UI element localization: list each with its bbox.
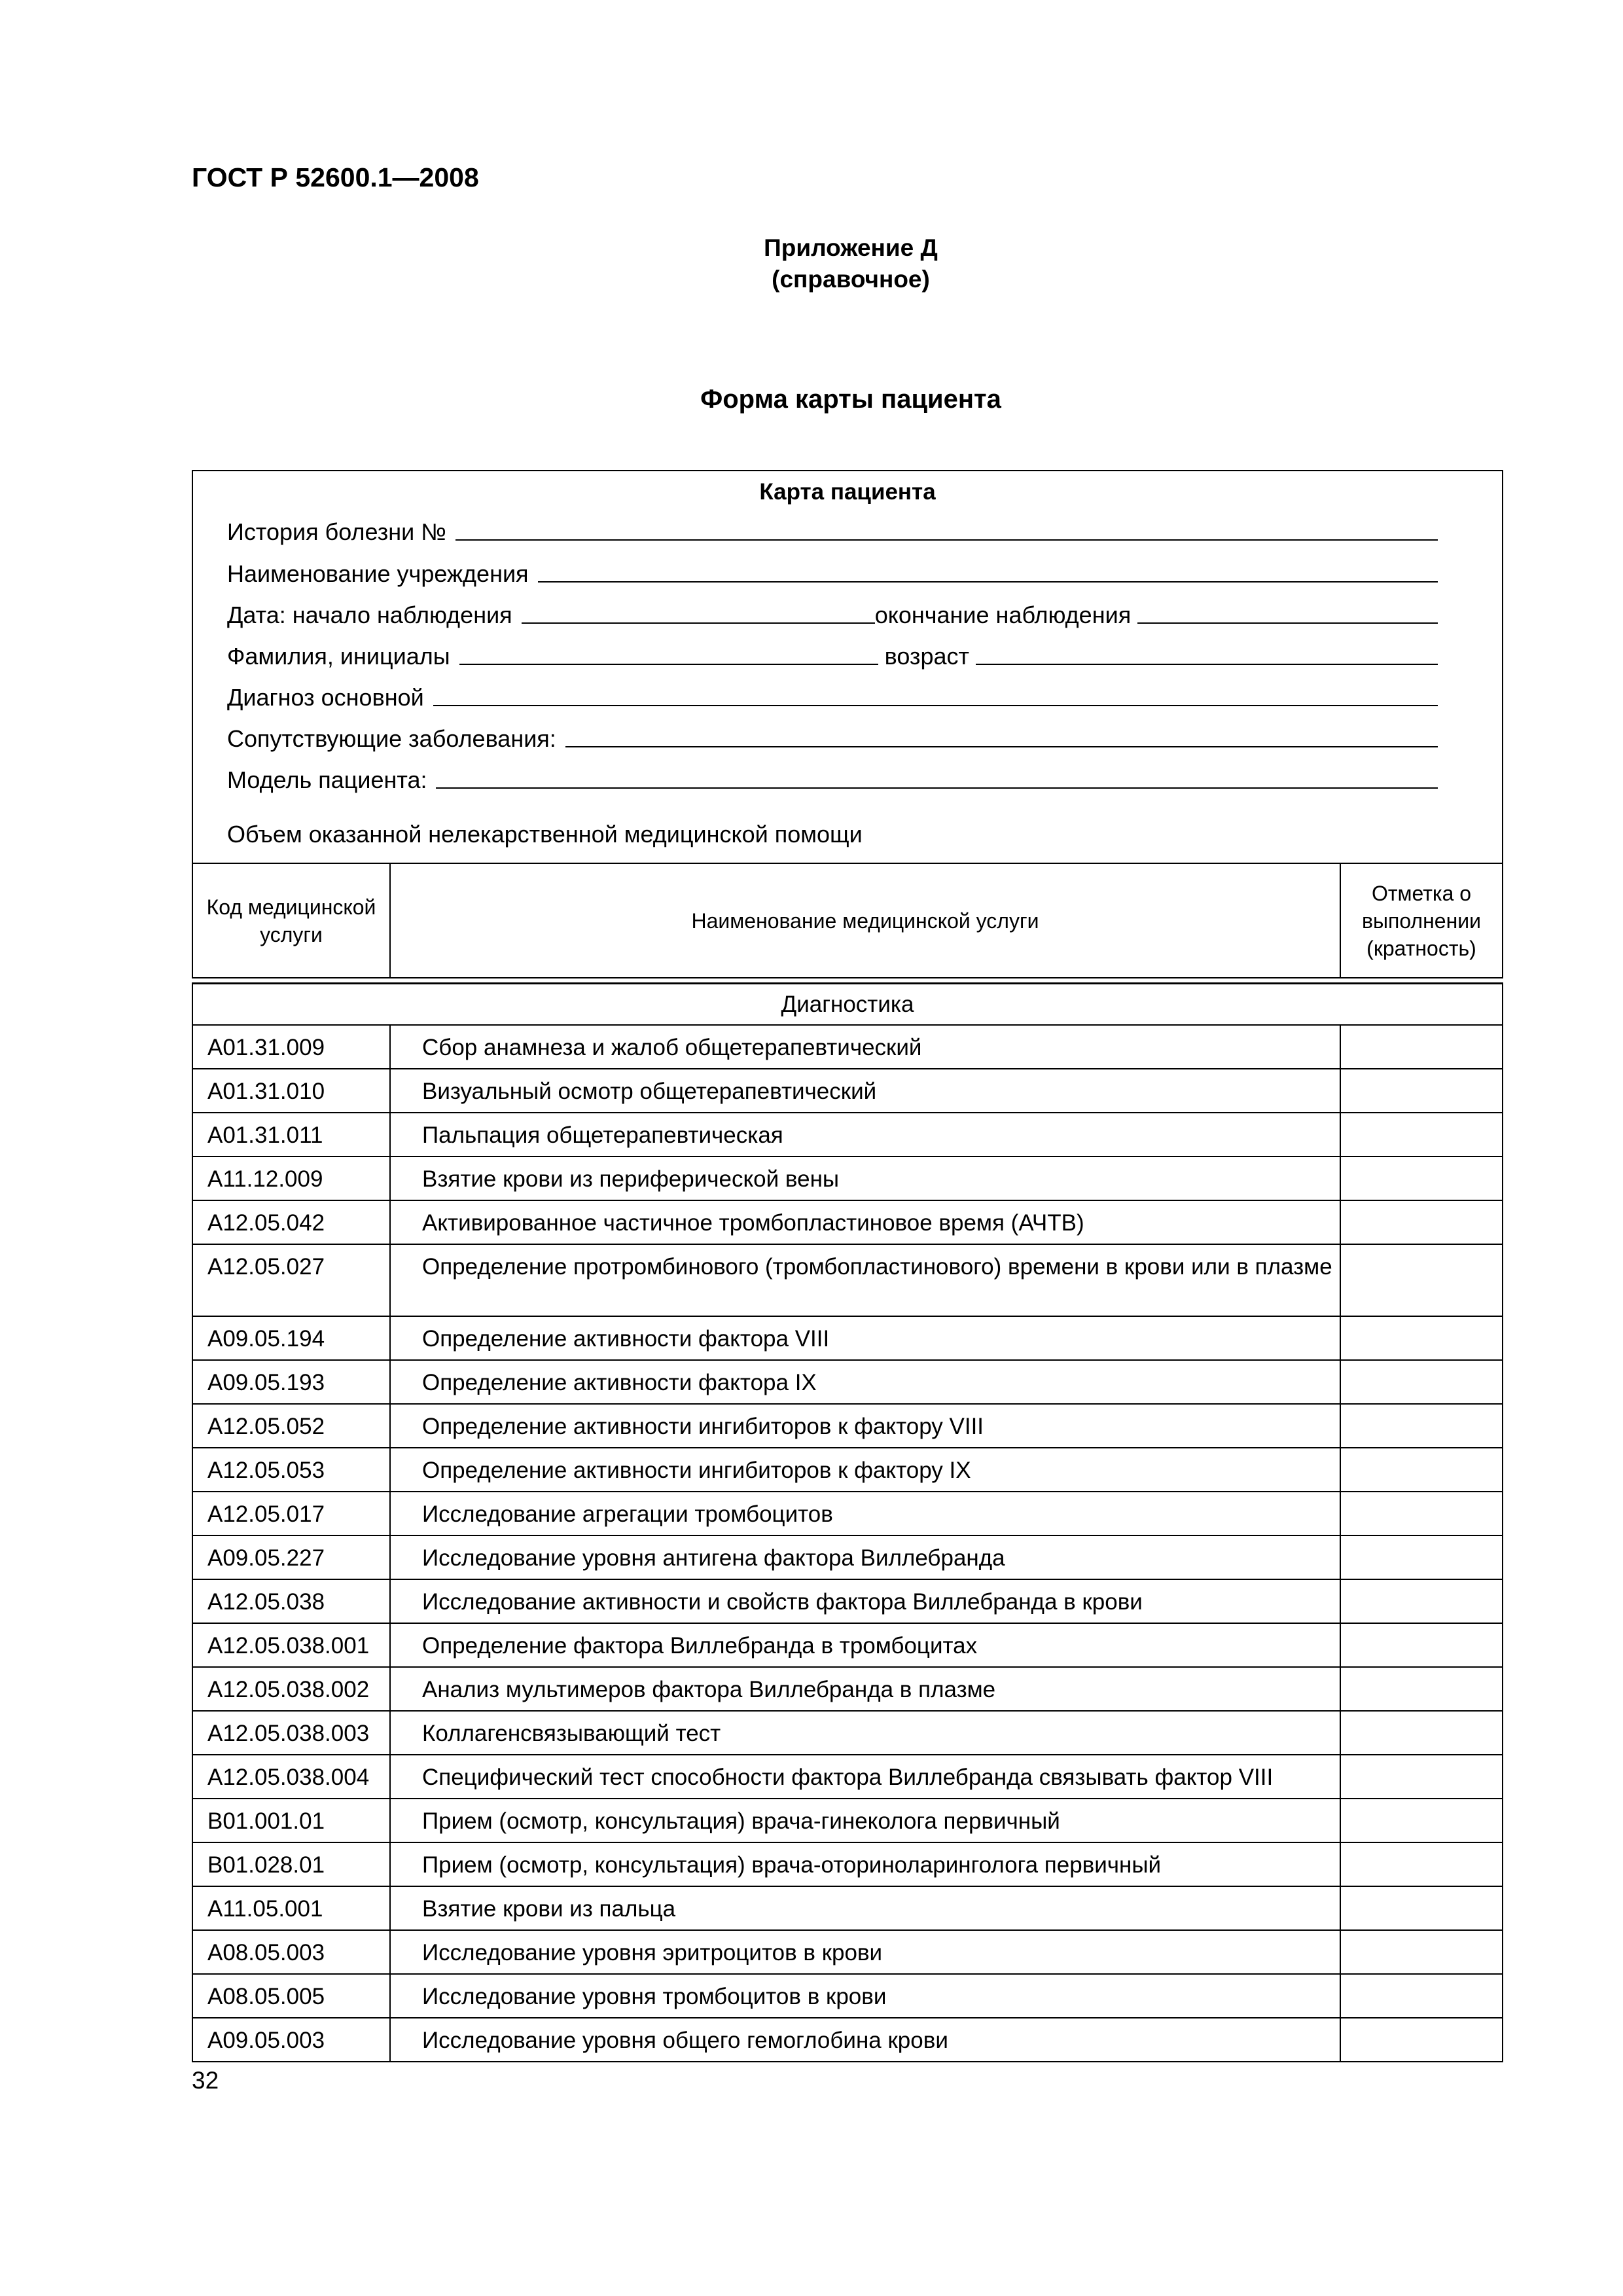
date-end-label: окончание наблюдения (874, 601, 1132, 628)
service-code: A01.31.010 (193, 1069, 391, 1112)
table-row (193, 1712, 1502, 1755)
completion-mark-cell[interactable] (1341, 1157, 1502, 1200)
history-label: История болезни № (227, 518, 446, 545)
history-field[interactable] (455, 538, 1438, 541)
service-name: Активированное частичное тромбопластиновое время (АЧТВ) (391, 1201, 1341, 1244)
service-code: A12.05.038.002 (193, 1668, 391, 1710)
service-name: Определение протромбинового (тромбопластинового) времени в крови или в плазме (391, 1245, 1341, 1316)
dates-line (227, 599, 1438, 629)
service-name: Прием (осмотр, консультация) врача-оториноларинголога первичный (391, 1843, 1341, 1886)
completion-mark-cell[interactable] (1341, 1799, 1502, 1842)
service-code: A12.05.038.004 (193, 1755, 391, 1798)
completion-mark-cell[interactable] (1341, 1668, 1502, 1710)
table-row (193, 1668, 1502, 1712)
service-code: A09.05.193 (193, 1361, 391, 1403)
service-code: A12.05.017 (193, 1492, 391, 1535)
service-code: A09.05.003 (193, 2018, 391, 2061)
service-name: Определение активности фактора VIII (391, 1317, 1341, 1359)
completion-mark-cell[interactable] (1341, 1026, 1502, 1068)
table-row (193, 1931, 1502, 1975)
model-label: Модель пациента: (227, 766, 427, 793)
comorbid-field[interactable] (565, 745, 1438, 747)
service-code: A08.05.005 (193, 1975, 391, 2017)
completion-mark-cell[interactable] (1341, 1536, 1502, 1579)
form-title: Форма карты пациента (700, 385, 1001, 414)
service-name: Анализ мультимеров фактора Виллебранда в плазме (391, 1668, 1341, 1710)
service-code: B01.028.01 (193, 1843, 391, 1886)
header-name: Наименование медицинской услуги (391, 864, 1341, 977)
appendix-title: Приложение Д (764, 234, 938, 261)
service-code: A12.05.053 (193, 1448, 391, 1491)
standard-number: ГОСТ Р 52600.1—2008 (192, 162, 479, 192)
table-row (193, 1069, 1502, 1113)
service-name: Исследование уровня антигена фактора Виллебранда (391, 1536, 1341, 1579)
table-row (193, 1405, 1502, 1448)
service-code: A12.05.042 (193, 1201, 391, 1244)
completion-mark-cell[interactable] (1341, 1448, 1502, 1491)
completion-mark-cell[interactable] (1341, 1712, 1502, 1754)
service-name: Исследование уровня тромбоцитов в крови (391, 1975, 1341, 2017)
service-code: A12.05.038 (193, 1580, 391, 1623)
table-row (193, 1317, 1502, 1361)
completion-mark-cell[interactable] (1341, 1624, 1502, 1666)
institution-field[interactable] (538, 580, 1438, 583)
service-name: Специфический тест способности фактора Виллебранда связывать фактор VIII (391, 1755, 1341, 1798)
completion-mark-cell[interactable] (1341, 1887, 1502, 1929)
service-code: A12.05.038.001 (193, 1624, 391, 1666)
completion-mark-cell[interactable] (1341, 1975, 1502, 2017)
table-row (193, 1492, 1502, 1536)
services-rows (193, 1026, 1502, 2061)
header-code: Код медицинской услуги (193, 864, 391, 977)
service-code: A09.05.227 (193, 1536, 391, 1579)
service-name: Прием (осмотр, консультация) врача-гинеколога первичный (391, 1799, 1341, 1842)
service-name: Коллагенсвязывающий тест (391, 1712, 1341, 1754)
date-end-field[interactable] (1137, 621, 1438, 624)
service-name: Определение активности ингибиторов к фактору IX (391, 1448, 1341, 1491)
model-field[interactable] (436, 786, 1438, 789)
table-row (193, 1448, 1502, 1492)
table-row (193, 1157, 1502, 1201)
appendix-heading (0, 232, 1623, 295)
service-name: Исследование агрегации тромбоцитов (391, 1492, 1341, 1535)
service-name: Исследование активности и свойств фактора Виллебранда в крови (391, 1580, 1341, 1623)
service-name: Определение активности фактора IX (391, 1361, 1341, 1403)
service-name: Определение фактора Виллебранда в тромбоцитах (391, 1624, 1341, 1666)
diagnosis-field[interactable] (433, 704, 1438, 706)
comorbid-label: Сопутствующие заболевания: (227, 725, 556, 752)
service-name: Взятие крови из периферической вены (391, 1157, 1341, 1200)
name-line (227, 640, 1438, 670)
service-name: Определение активности ингибиторов к фактору VIII (391, 1405, 1341, 1447)
table-row (193, 2018, 1502, 2061)
table-row (193, 1113, 1502, 1157)
service-name: Визуальный осмотр общетерапевтический (391, 1069, 1341, 1112)
completion-mark-cell[interactable] (1341, 1113, 1502, 1156)
completion-mark-cell[interactable] (1341, 1580, 1502, 1623)
table-row (193, 1624, 1502, 1668)
completion-mark-cell[interactable] (1341, 1405, 1502, 1447)
section-diagnostics: Диагностика (193, 984, 1502, 1026)
completion-mark-cell[interactable] (1341, 2018, 1502, 2061)
table-row (193, 1887, 1502, 1931)
comorbid-line (227, 723, 1438, 753)
service-code: B01.001.01 (193, 1799, 391, 1842)
history-line (227, 516, 1438, 546)
services-table (192, 982, 1503, 2062)
completion-mark-cell[interactable] (1341, 1069, 1502, 1112)
diagnosis-line (227, 681, 1438, 711)
table-row (193, 1843, 1502, 1887)
service-code: A01.31.009 (193, 1026, 391, 1068)
table-row (193, 1026, 1502, 1069)
appendix-type: (справочное) (772, 266, 930, 293)
service-name: Пальпация общетерапевтическая (391, 1113, 1341, 1156)
card-title: Карта пациента (759, 479, 936, 505)
completion-mark-cell[interactable] (1341, 1317, 1502, 1359)
completion-mark-cell[interactable] (1341, 1492, 1502, 1535)
service-code: A12.05.052 (193, 1405, 391, 1447)
diagnosis-label: Диагноз основной (227, 684, 424, 711)
completion-mark-cell[interactable] (1341, 1201, 1502, 1244)
service-code: A01.31.011 (193, 1113, 391, 1156)
table-row (193, 1580, 1502, 1624)
table-row (193, 1755, 1502, 1799)
volume-label: Объем оказанной нелекарственной медицинской помощи (227, 821, 863, 848)
model-line (227, 764, 1438, 794)
service-name: Взятие крови из пальца (391, 1887, 1341, 1929)
service-name: Исследование уровня эритроцитов в крови (391, 1931, 1341, 1973)
header-mark: Отметка о выполнении (кратность) (1362, 881, 1481, 960)
service-code: A12.05.038.003 (193, 1712, 391, 1754)
completion-mark-cell[interactable] (1341, 1755, 1502, 1798)
completion-mark-cell[interactable] (1341, 1843, 1502, 1886)
table-row (193, 1536, 1502, 1580)
table-row (193, 1361, 1502, 1405)
age-label: возраст (884, 643, 969, 670)
page-number: 32 (192, 2067, 219, 2094)
service-code: A09.05.194 (193, 1317, 391, 1359)
date-start-field[interactable] (522, 621, 875, 624)
service-code: A12.05.027 (193, 1245, 391, 1316)
patient-card (192, 470, 1503, 864)
institution-label: Наименование учреждения (227, 560, 529, 587)
service-name: Исследование уровня общего гемоглобина крови (391, 2018, 1341, 2061)
completion-mark-cell[interactable] (1341, 1931, 1502, 1973)
table-row (193, 1975, 1502, 2018)
service-code: A11.05.001 (193, 1887, 391, 1929)
date-start-label: Дата: начало наблюдения (227, 601, 512, 628)
completion-mark-cell[interactable] (1341, 1245, 1502, 1316)
service-name: Сбор анамнеза и жалоб общетерапевтический (391, 1026, 1341, 1068)
age-field[interactable] (976, 662, 1438, 665)
service-code: A08.05.003 (193, 1931, 391, 1973)
institution-line (227, 558, 1438, 588)
completion-mark-cell[interactable] (1341, 1361, 1502, 1403)
table-row (193, 1245, 1502, 1317)
name-label: Фамилия, инициалы (227, 643, 450, 670)
table-row (193, 1799, 1502, 1843)
table-header (192, 864, 1503, 978)
name-field[interactable] (459, 662, 878, 665)
service-code: A11.12.009 (193, 1157, 391, 1200)
table-row (193, 1201, 1502, 1245)
